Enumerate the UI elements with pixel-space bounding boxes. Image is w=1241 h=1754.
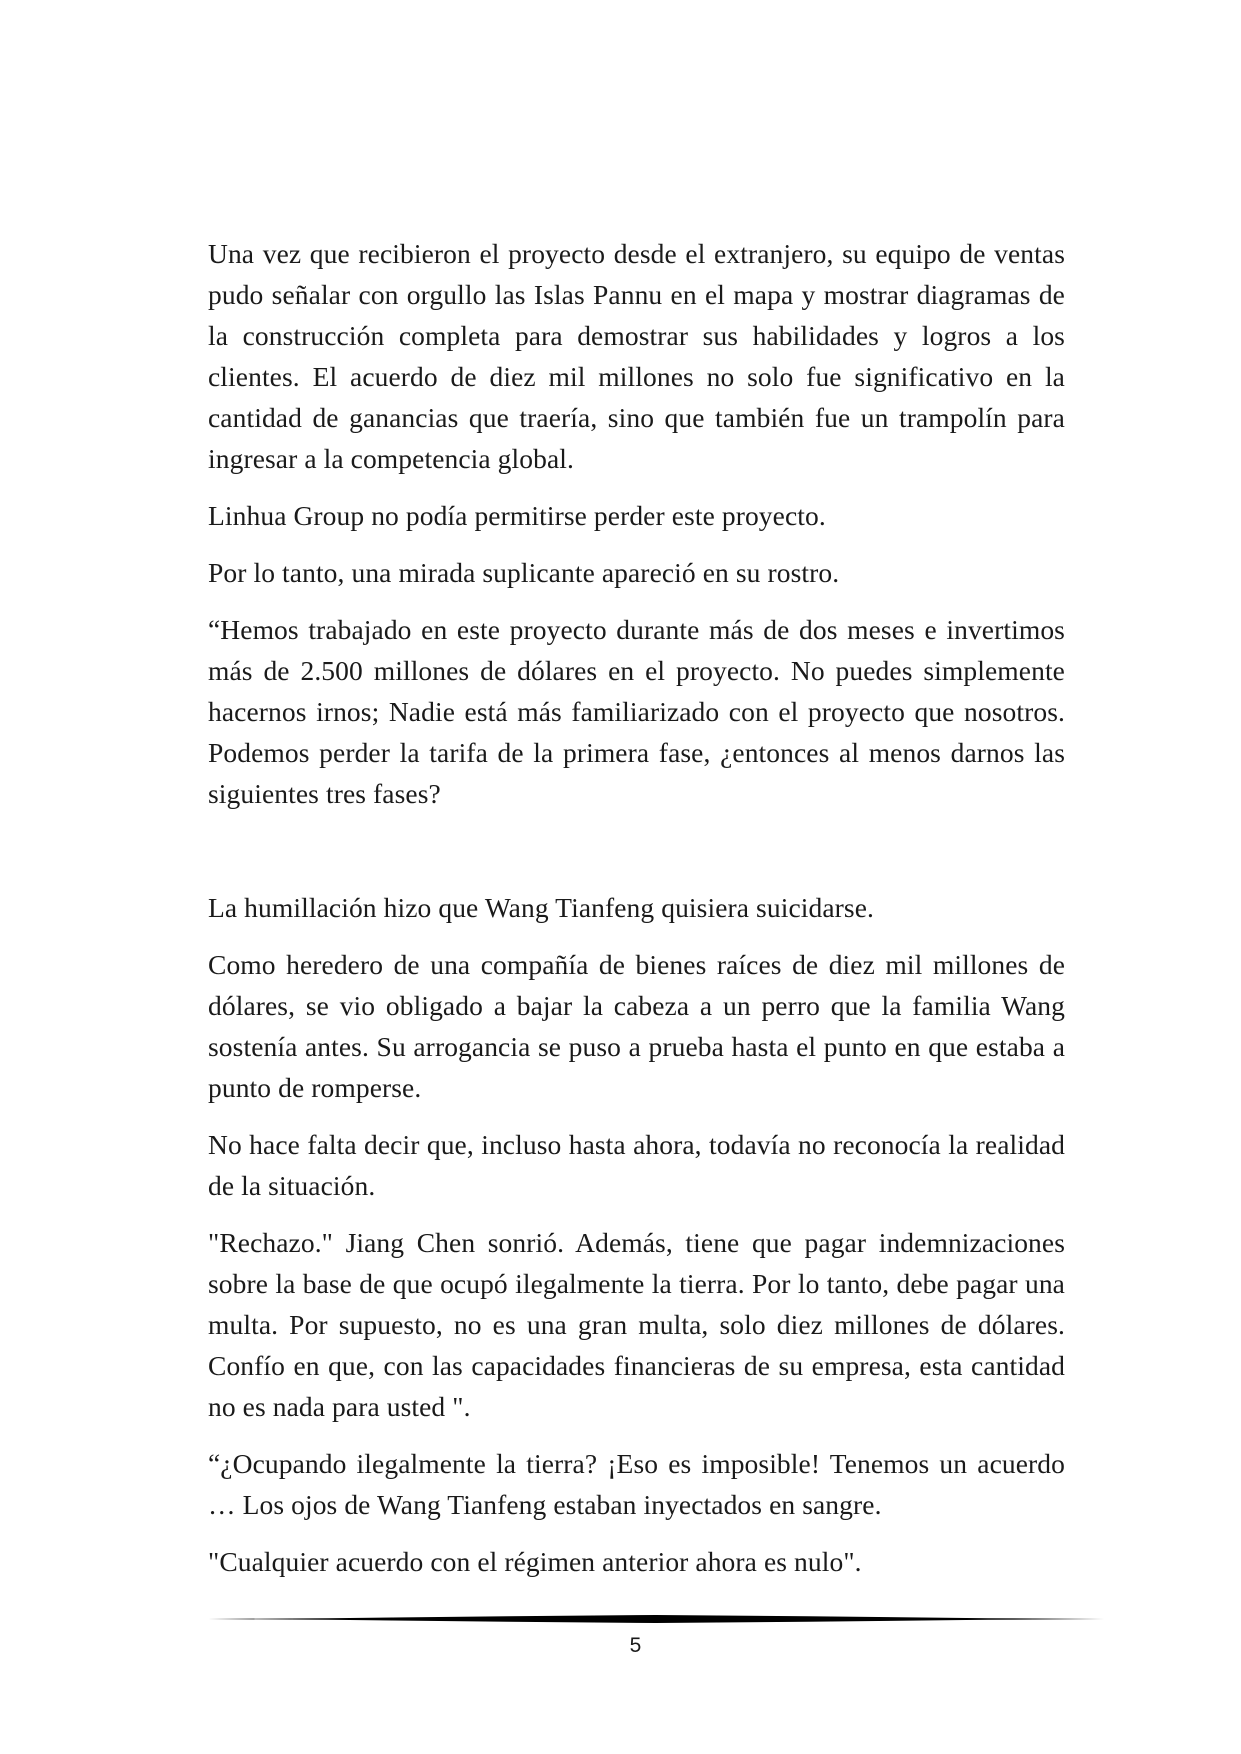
paragraph-10: "Cualquier acuerdo con el régimen anterior ahora es nulo". [208, 1546, 862, 1577]
paragraph-1: Una vez que recibieron el proyecto desde el extranjero, su equipo de ventas pudo señalar con orgullo las Islas Pannu en el mapa y mostrar diagramas de la construcción completa para demostrar sus habilidades y logros a los clientes. El acuerdo de diez mil millones no solo fue significativo en la cantidad de ganancias que traería, sino que también fue un trampolín para ingresar a la competencia global. [208, 238, 1065, 474]
page-number: 5 [629, 1634, 642, 1657]
paragraph-7: No hace falta decir que, incluso hasta ahora, todavía no reconocía la realidad de la situación. [208, 1129, 1065, 1201]
paragraph-6: Como heredero de una compañía de bienes raíces de diez mil millones de dólares, se vio obligado a bajar la cabeza a un perro que la familia Wang sostenía antes. Su arrogancia se puso a prueba hasta el punto en que estaba a punto de romperse. [208, 949, 1065, 1103]
paragraph-3: Por lo tanto, una mirada suplicante apareció en su rostro. [208, 557, 840, 588]
paragraph-8: "Rechazo." Jiang Chen sonrió. Además, tiene que pagar indemnizaciones sobre la base de que ocupó ilegalmente la tierra. Por lo tanto, debe pagar una multa. Por supuesto, no es una gran multa, solo diez millones de dólares. Confío en que, con las capacidades financieras de su empresa, esta cantidad no es nada para usted ". [208, 1227, 1065, 1422]
paragraph-9: “¿Ocupando ilegalmente la tierra? ¡Eso es imposible! Tenemos un acuerdo … Los ojos de Wang Tianfeng estaban inyectados en sangre. [208, 1448, 1065, 1520]
paragraph-4: “Hemos trabajado en este proyecto durante más de dos meses e invertimos más de 2.500 millones de dólares en el proyecto. No puedes simplemente hacernos irnos; Nadie está más familiarizado con el proyecto que nosotros. Podemos perder la tarifa de la primera fase, ¿entonces al menos darnos las siguientes tres fases? [208, 614, 1065, 809]
paragraph-2: Linhua Group no podía permitirse perder este proyecto. [208, 500, 826, 531]
paragraph-5: La humillación hizo que Wang Tianfeng quisiera suicidarse. [208, 892, 874, 923]
footer-divider [208, 1612, 1104, 1626]
document-body [208, 233, 1065, 1598]
